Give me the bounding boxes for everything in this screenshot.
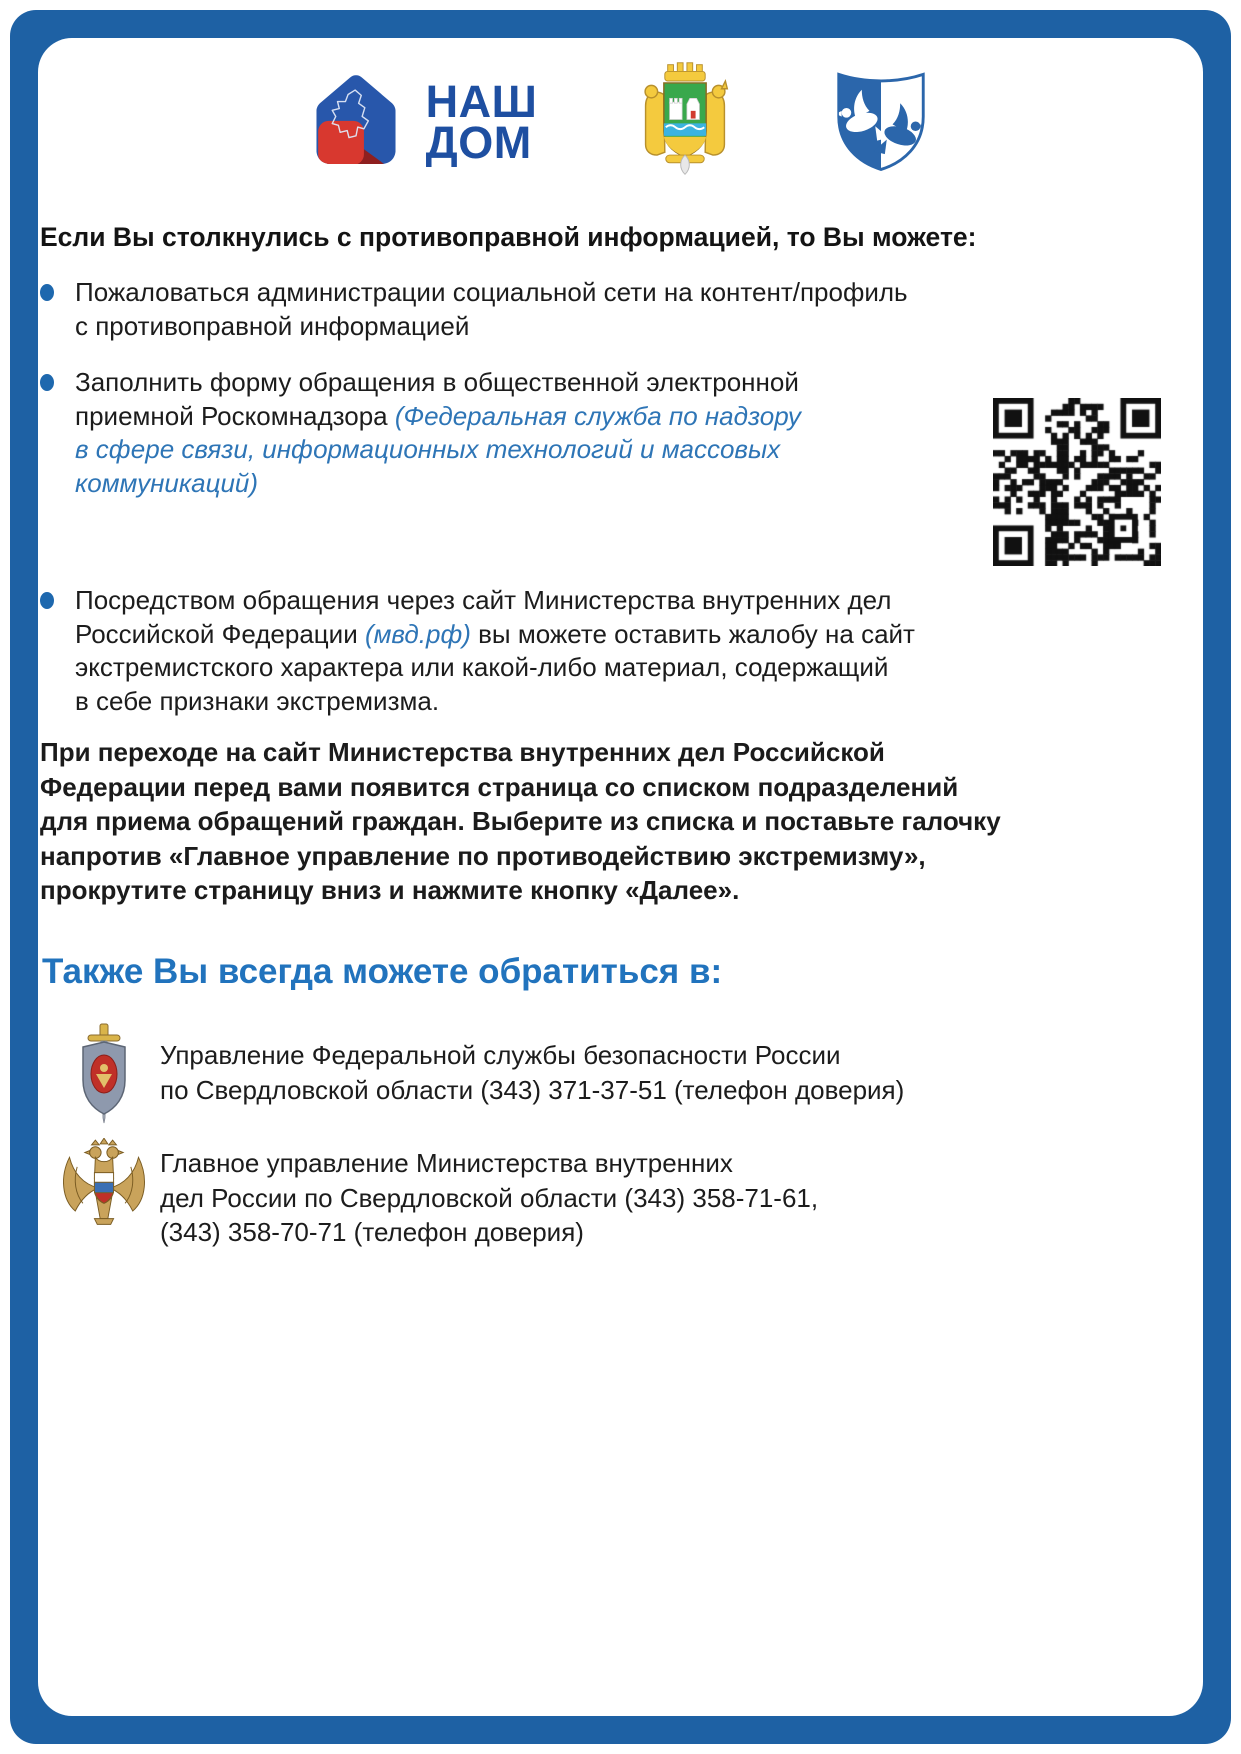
- bullet-dot-icon: [40, 374, 54, 391]
- roskomnadzor-link[interactable]: (Федеральная служба по надзору: [394, 400, 801, 431]
- bullet-text: вы можете оставить жалобу на сайт: [470, 618, 915, 649]
- paragraph-line: Федерации перед вами появится страница со списком подразделений: [40, 771, 959, 802]
- mvd-eagle-emblem-icon: [48, 1138, 160, 1238]
- bullet-text: Пожаловаться администрации социальной сети на контент/профиль: [75, 277, 908, 307]
- bullet-text: [75, 618, 915, 652]
- nash-dom-wordmark: [425, 76, 538, 168]
- yekaterinburg-coat-of-arms-icon: [635, 56, 735, 188]
- bullet-text: [75, 400, 801, 434]
- mvd-rf-link[interactable]: (мвд.рф): [364, 618, 471, 649]
- bullet-item-social-network: [40, 276, 908, 343]
- nash-dom-house-icon: [312, 72, 400, 173]
- fsb-emblem-icon: [48, 1022, 160, 1126]
- contact-text: по Свердловской области (343) 371-37-51 (телефон доверия): [160, 1074, 905, 1105]
- bullet-text: приемной Роскомнадзора: [75, 400, 395, 431]
- contacts-heading: Также Вы всегда можете обратиться в:: [42, 952, 723, 991]
- roskomnadzor-link[interactable]: в сфере связи, информационных технологий и массовых: [75, 434, 781, 464]
- bullet-item-mvd-site: [40, 584, 915, 718]
- bullet-item-roskomnadzor: [40, 366, 801, 500]
- qr-code: [993, 398, 1161, 570]
- dove-shield-icon: [833, 64, 929, 181]
- bullet-text: экстремистского характера или какой-либо материал, содержащий: [75, 652, 889, 682]
- nash-dom-word-1: НАШ: [425, 76, 538, 127]
- contact-item-fsb: [48, 1022, 904, 1126]
- paragraph-line: прокрутите страницу вниз и нажмите кнопку «Далее».: [40, 875, 740, 905]
- intro-heading: Если Вы столкнулись с противоправной информацией, то Вы можете:: [40, 222, 977, 252]
- qr-code-image: [993, 398, 1161, 566]
- bullet-text: в себе признаки экстремизма.: [75, 685, 440, 716]
- paragraph-line: напротив «Главное управление по противодействию экстремизму»,: [40, 840, 926, 871]
- bullet-text: Российской Федерации: [75, 618, 365, 649]
- contact-text: дел России по Свердловской области (343) 358-71-61,: [160, 1182, 819, 1213]
- contact-text: (343) 358-70-71 (телефон доверия): [160, 1217, 584, 1247]
- bullet-dot-icon: [40, 592, 54, 609]
- header-logos-row: [0, 56, 1241, 188]
- contact-text: Управление Федеральной службы безопасности России: [160, 1040, 841, 1070]
- bullet-text: Заполнить форму обращения в общественной электронной: [75, 367, 799, 397]
- paragraph-line: При переходе на сайт Министерства внутренних дел Российской: [40, 737, 885, 767]
- mvd-instructions-paragraph: [40, 735, 1001, 908]
- roskomnadzor-link[interactable]: коммуникаций): [75, 467, 259, 498]
- bullet-dot-icon: [40, 284, 54, 301]
- contact-text: Главное управление Министерства внутренних: [160, 1148, 733, 1178]
- nash-dom-word-2: ДОМ: [425, 117, 532, 168]
- paragraph-line: для приема обращений граждан. Выберите из списка и поставьте галочку: [40, 806, 1001, 836]
- contact-item-mvd: [48, 1138, 818, 1250]
- bullet-text: с противоправной информацией: [75, 310, 470, 341]
- bullet-text: Посредством обращения через сайт Министерства внутренних дел: [75, 585, 892, 615]
- nash-dom-logo: [312, 72, 538, 173]
